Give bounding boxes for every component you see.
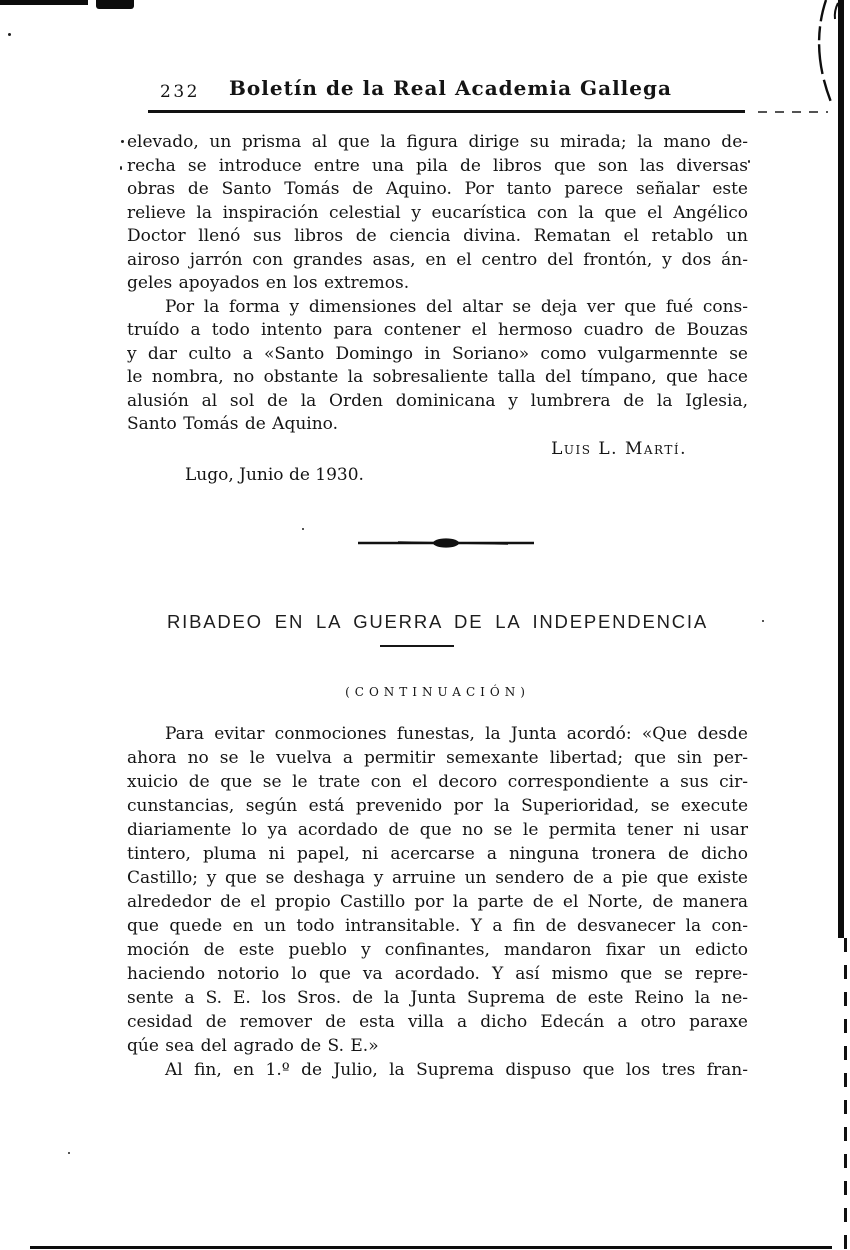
text-line: alusión al sol de la Orden dominicana y lumbrera de la Iglesia, — [127, 390, 748, 411]
page-number: 232 — [160, 82, 200, 102]
journal-title: Boletín de la Real Academia Gallega — [229, 76, 672, 100]
text-line: tintero, pluma ni papel, ni acercarse a ninguna tronera de dicho — [127, 844, 748, 864]
text-line: Doctor llenó sus libros de ciencia divina. Rematan el retablo un — [127, 226, 748, 246]
header-rule — [148, 110, 745, 113]
text-line: haciendo notorio lo que va acordado. Y así mismo que se repre- — [127, 964, 748, 984]
scan-speck — [748, 160, 750, 163]
text-line: truído a todo intento para contener el hermoso cuadro de Bouzas — [127, 320, 748, 340]
page-curl-arc — [780, 0, 846, 112]
article-body — [127, 722, 748, 1082]
article-ending — [127, 131, 748, 488]
scan-speck — [302, 528, 304, 530]
text-line: Para evitar conmociones funestas, la Junta acordó: «Que desde — [165, 724, 748, 744]
text-line: qúe sea del agrado de S. E.» — [127, 1036, 379, 1056]
text-line: cesidad de remover de esta villa a dicho Edecán a otro paraxe — [127, 1012, 748, 1032]
text-line: Al fin, en 1.º de Julio, la Suprema dispuso que los tres fran- — [165, 1060, 748, 1080]
text-line: Por la forma y dimensiones del altar se deja ver que fué cons- — [165, 296, 748, 317]
page-edge-line — [838, 0, 844, 938]
text-line: recha se introduce entre una pila de libros que son las diversas — [127, 155, 748, 176]
text-line: ahora no se le vuelva a permitir semexante libertad; que sin per- — [127, 748, 748, 768]
title-rule — [380, 645, 454, 647]
article-title: RIBADEO EN LA GUERRA DE LA INDEPENDENCIA — [167, 611, 708, 632]
text-line: airoso jarrón con grandes asas, en el centro del frontón, y dos án- — [127, 249, 748, 270]
page-edge-line-broken — [844, 938, 847, 1250]
text-line: y dar culto a «Santo Domingo in Soriano» como vulgarmennte se — [127, 343, 748, 364]
scan-smudge-top-left — [0, 0, 88, 5]
text-line: que quede en un todo intransitable. Y a fin de desvanecer la con- — [127, 916, 748, 936]
text-line: Castillo; y que se deshaga y arruine un sendero de a pie que existe — [127, 868, 748, 888]
paragraph — [127, 1058, 748, 1082]
scan-speck — [120, 166, 122, 170]
text-line: relieve la inspiración celestial y eucarística con la que el Angélico — [127, 202, 748, 223]
scan-speck — [121, 140, 124, 143]
paragraph — [127, 722, 748, 1058]
section-divider-fleuron — [358, 536, 534, 550]
scan-speck — [8, 33, 11, 36]
text-line: cunstancias, según está prevenido por la Superioridad, se execute — [127, 796, 748, 816]
text-line: elevado, un prisma al que la figura dirige su mirada; la mano de- — [127, 132, 748, 152]
scan-speck — [68, 1152, 70, 1154]
paragraph — [127, 131, 748, 296]
paragraph — [127, 296, 748, 437]
author-signature: Luis L. Martí. — [551, 438, 687, 459]
text-line: obras de Santo Tomás de Aquino. Por tanto parece señalar este — [127, 179, 748, 199]
article-subtitle: (CONTINUACIÓN) — [345, 685, 530, 699]
text-line: moción de este pueblo y confinantes, mandaron fixar un edicto — [127, 940, 748, 960]
scan-smudge-top-left-2 — [96, 0, 134, 9]
text-line: diariamente lo ya acordado de que no se le permita tener ni usar — [127, 820, 748, 840]
text-line: Santo Tomás de Aquino. — [127, 414, 339, 434]
scan-bottom-line — [30, 1246, 832, 1249]
text-line: alrededor de el propio Castillo por la parte de el Norte, de manera — [127, 892, 748, 912]
text-line: sente a S. E. los Sros. de la Junta Suprema de este Reino la ne- — [127, 988, 748, 1008]
text-line: xuicio de que se le trate con el decoro correspondiente a sus cir- — [127, 772, 748, 792]
text-line: le nombra, no obstante la sobresaliente talla del tímpano, que hace — [127, 367, 748, 387]
scan-speck — [762, 620, 764, 622]
text-line: geles apoyados en los extremos. — [127, 273, 410, 293]
article-ending-text — [127, 131, 748, 437]
dateline: Lugo, Junio de 1930. — [185, 465, 364, 485]
